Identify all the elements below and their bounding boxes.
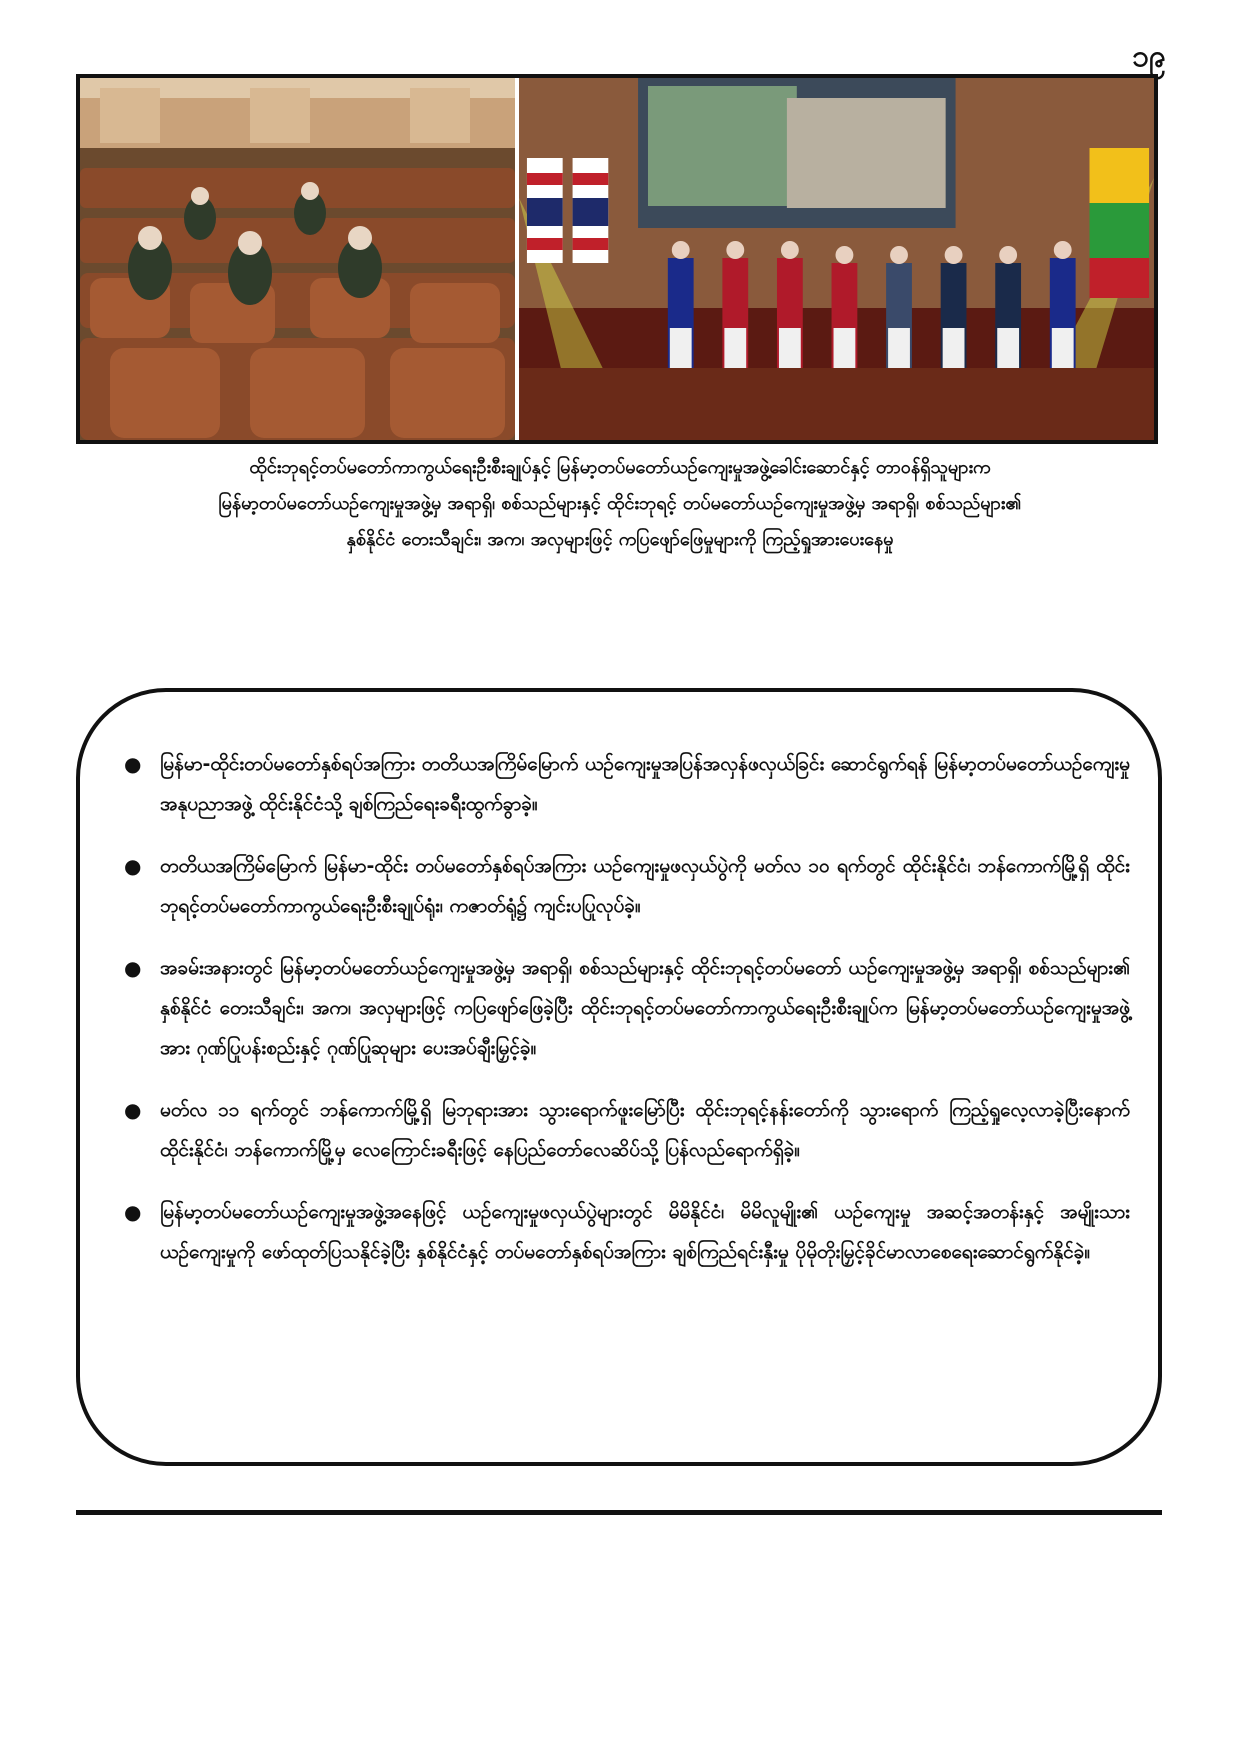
bullet-item (120, 744, 1130, 824)
bullet-text: မြန်မာ-ထိုင်းတပ်မတော်နှစ်ရပ်အကြား တတိယအကြိမ်မြောက် ယဉ်ကျေးမှုအပြန်အလှန်ဖလှယ်ခြင်း ဆောင်ရွက်ရန် မြန်မာ့တပ်မတော်ယဉ်ကျေးမှုအနုပညာအဖွဲ့ ထိုင်းနိုင်ငံသို့ ချစ်ကြည်ရေးခရီးထွက်ခွာခဲ့။ (160, 753, 1131, 815)
caption-line: မြန်မာ့တပ်မတော်ယဉ်ကျေးမှုအဖွဲ့မှ အရာရှိ၊ စစ်သည်များနှင့် ထိုင်းဘုရင့် တပ်မတော်ယဉ်ကျေးမှုအဖွဲ့မှ အရာရှိ၊ စစ်သည်များ၏ (218, 493, 1022, 514)
bullet-icon: ● (124, 752, 142, 776)
bullet-item (120, 1090, 1130, 1170)
bullet-text: မတ်လ ၁၁ ရက်တွင် ဘန်ကောက်မြို့ရှိ မြဘုရားအား သွားရောက်ဖူးမြော်ပြီး ထိုင်းဘုရင့်နန်းတော်ကို သွားရောက် ကြည့်ရှုလေ့လာခဲ့ပြီးနောက် ထိုင်းနိုင်ငံ၊ ဘန်ကောက်မြို့မှ လေကြောင်းခရီးဖြင့် နေပြည်တော်လေဆိပ်သို့ ပြန်လည်ရောက်ရှိခဲ့။ (160, 1099, 1130, 1161)
bullet-text: တတိယအကြိမ်မြောက် မြန်မာ-ထိုင်း တပ်မတော်နှစ်ရပ်အကြား ယဉ်ကျေးမှုဖလှယ်ပွဲကို မတ်လ ၁၀ ရက်တွင် ထိုင်းနိုင်ငံ၊ ဘန်ကောက်မြို့ရှိ ထိုင်းဘုရင့်တပ်မတော်ကာကွယ်ရေးဦးစီးချုပ်ရုံး၊ ကဇာတ်ရုံ၌ ကျင်းပပြုလုပ်ခဲ့။ (160, 855, 1130, 917)
page-number: ၁၉ (1132, 39, 1166, 74)
photo-auditorium-audience (80, 78, 519, 440)
photo-caption (100, 450, 1140, 558)
bullet-icon: ● (124, 1098, 142, 1122)
photo-stage-performance (519, 78, 1154, 440)
caption-line: နှစ်နိုင်ငံ တေးသီချင်း၊ အက၊ အလှများဖြင့် ကပြဖျော်ဖြေမှုများကို ကြည့်ရှုအားပေးနေမှု (346, 529, 894, 550)
bullet-item (120, 948, 1130, 1068)
bullet-icon: ● (124, 1200, 142, 1224)
bullet-item (120, 846, 1130, 926)
stage-performance-image (519, 78, 1154, 440)
bullet-icon: ● (124, 854, 142, 878)
bullet-text: မြန်မာ့တပ်မတော်ယဉ်ကျေးမှုအဖွဲ့အနေဖြင့် ယဉ်ကျေးမှုဖလှယ်ပွဲများတွင် မိမိနိုင်ငံ၊ မိမိလူမျိုး၏ ယဉ်ကျေးမှု အဆင့်အတန်းနှင့် အမျိုးသားယဉ်ကျေးမှုကို ဖော်ထုတ်ပြသနိုင်ခဲ့ပြီး နှစ်နိုင်ငံနှင့် တပ်မတော်နှစ်ရပ်အကြား ချစ်ကြည်ရင်းနှီးမှု ပိုမိုတိုးမြှင့်ခိုင်မာလာစေရေးဆောင်ရွက်နိုင်ခဲ့။ (160, 1201, 1130, 1263)
auditorium-audience-image (80, 78, 515, 440)
bullet-text: အခမ်းအနားတွင် မြန်မာ့တပ်မတော်ယဉ်ကျေးမှုအဖွဲ့မှ အရာရှိ၊ စစ်သည်များနှင့် ထိုင်းဘုရင့်တပ်မတော် ယဉ်ကျေးမှုအဖွဲ့မှ အရာရှိ၊ စစ်သည်များ၏ နှစ်နိုင်ငံ တေးသီချင်း၊ အက၊ အလှများဖြင့် ကပြဖျော်ဖြေခဲ့ပြီး ထိုင်းဘုရင့်တပ်မတော်ကာကွယ်ရေးဦးစီးချုပ်က မြန်မာ့တပ်မတော်ယဉ်ကျေးမှုအဖွဲ့အား ဂုဏ်ပြုပန်းစည်းနှင့် ဂုဏ်ပြုဆုများ ပေးအပ်ချီးမြှင့်ခဲ့။ (160, 957, 1130, 1059)
photo-frame (76, 74, 1158, 444)
bullet-icon: ● (124, 956, 142, 980)
bottom-divider (76, 1510, 1162, 1515)
caption-line: ထိုင်းဘုရင့်တပ်မတော်ကာကွယ်ရေးဦးစီးချုပ်နှင့် မြန်မာ့တပ်မတော်ယဉ်ကျေးမှုအဖွဲ့ခေါင်းဆောင်နှင့် တာဝန်ရှိသူများက (249, 457, 991, 478)
summary-bullet-list (120, 744, 1130, 1294)
bullet-item (120, 1192, 1130, 1272)
